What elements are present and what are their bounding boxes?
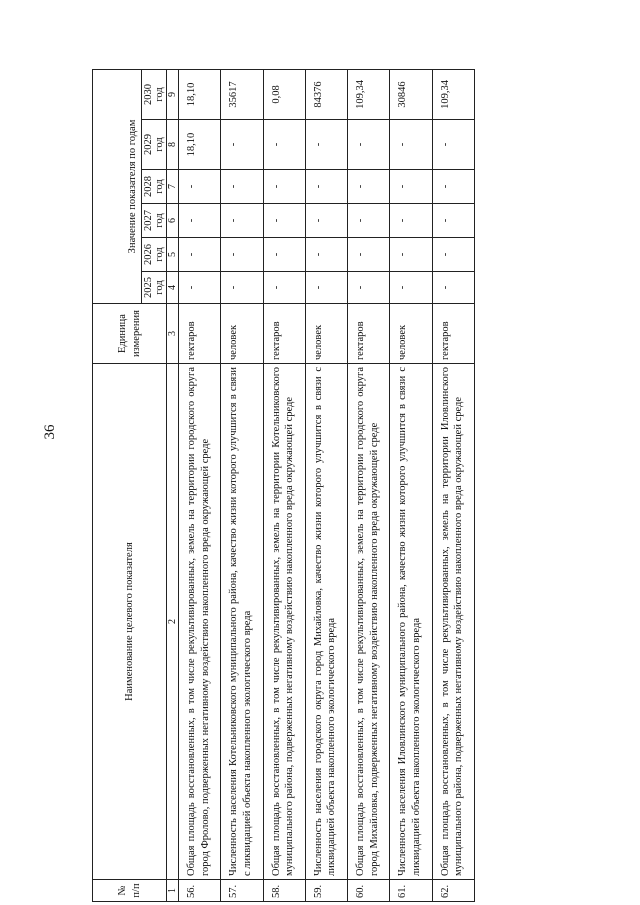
unit-cell: человек [221, 304, 263, 364]
value-2026: - [221, 238, 263, 272]
column-number: 5 [167, 238, 179, 272]
value-2030: 18,10 [179, 69, 221, 119]
column-number: 7 [167, 170, 179, 204]
value-2030: 30846 [390, 69, 432, 119]
value-2025: - [179, 272, 221, 304]
row-number: 59. [305, 880, 347, 902]
row-number: 62. [432, 880, 474, 902]
row-number: 61. [390, 880, 432, 902]
table-row [348, 69, 390, 901]
unit-cell: гектаров [432, 304, 474, 364]
value-2026: - [305, 238, 347, 272]
value-2025: - [390, 272, 432, 304]
header-year-2028: 2028 год [142, 170, 167, 204]
value-2027: - [305, 204, 347, 238]
value-2025: - [348, 272, 390, 304]
indicator-name: Численность населения Иловлинского муниципального района, качество жизни которого улучшится в связи с ликвидацией объекта накопленного экологического вреда [390, 364, 432, 880]
header-year-2026: 2026 год [142, 238, 167, 272]
indicator-name: Численность населения городского округа город Михайловка, качество жизни которого улучшится в связи с ликвидацией объекта накопленного экологического вреда [305, 364, 347, 880]
indicator-name: Общая площадь восстановленных, в том числе рекультивированных, земель на территории городского округа город Фролово, подверженных негативному воздействию накопленного вреда окружающей среде [179, 364, 221, 880]
column-number: 2 [167, 364, 179, 880]
value-2025: - [263, 272, 305, 304]
value-2027: - [390, 204, 432, 238]
indicator-name: Общая площадь восстановленных, в том числе рекультивированных, земель на территории городского округа город Михайловка, подверженных негативному воздействию накопленного вреда окружающей среде [348, 364, 390, 880]
header-num: № п/п [93, 880, 167, 902]
unit-cell: гектаров [179, 304, 221, 364]
header-year-2030: 2030 год [142, 69, 167, 119]
value-2029: - [305, 120, 347, 170]
value-2028: - [348, 170, 390, 204]
value-2029: - [390, 120, 432, 170]
table-row [221, 69, 263, 901]
column-number: 4 [167, 272, 179, 304]
header-unit: Единица измерения [93, 304, 167, 364]
value-2026: - [432, 238, 474, 272]
value-2029: 18,10 [179, 120, 221, 170]
column-numbers-row [167, 69, 179, 901]
value-2029: - [348, 120, 390, 170]
row-number: 60. [348, 880, 390, 902]
indicator-name: Общая площадь восстановленных, в том числе рекультивированных, земель на территории Иловлинского муниципального района, подверженных негативному воздействию накопленного вреда окружающей среде [432, 364, 474, 880]
column-number: 9 [167, 69, 179, 119]
row-number: 56. [179, 880, 221, 902]
value-2030: 109,34 [432, 69, 474, 119]
table-row [263, 69, 305, 901]
header-year-2025: 2025 год [142, 272, 167, 304]
value-2026: - [390, 238, 432, 272]
value-2028: - [432, 170, 474, 204]
rotated-table-wrapper [92, 70, 612, 902]
value-2028: - [263, 170, 305, 204]
value-2027: - [348, 204, 390, 238]
header-year-2029: 2029 год [142, 120, 167, 170]
unit-cell: человек [390, 304, 432, 364]
header-values-group: Значение показателя по годам [93, 69, 142, 303]
value-2027: - [432, 204, 474, 238]
value-2029: - [221, 120, 263, 170]
table-row [305, 69, 347, 901]
indicator-name: Численность населения Котельниковского муниципального района, качество жизни которого улучшится в связи с ликвидацией объекта накопленного экологического вреда [221, 364, 263, 880]
value-2025: - [432, 272, 474, 304]
page-number: 36 [42, 424, 58, 440]
indicators-table [92, 69, 475, 902]
value-2027: - [263, 204, 305, 238]
indicator-name: Общая площадь восстановленных, в том числе рекультивированных, земель на территории Котельниковского муниципального района, подверженных негативному воздействию накопленного вреда окружающей среде [263, 364, 305, 880]
value-2028: - [390, 170, 432, 204]
value-2028: - [179, 170, 221, 204]
value-2027: - [221, 204, 263, 238]
header-year-2027: 2027 год [142, 204, 167, 238]
value-2028: - [221, 170, 263, 204]
value-2030: 84376 [305, 69, 347, 119]
column-number: 3 [167, 304, 179, 364]
row-number: 58. [263, 880, 305, 902]
table-row [179, 69, 221, 901]
value-2026: - [179, 238, 221, 272]
unit-cell: гектаров [348, 304, 390, 364]
row-number: 57. [221, 880, 263, 902]
value-2026: - [348, 238, 390, 272]
value-2027: - [179, 204, 221, 238]
column-number: 1 [167, 880, 179, 902]
value-2030: 35617 [221, 69, 263, 119]
unit-cell: человек [305, 304, 347, 364]
value-2025: - [305, 272, 347, 304]
table-row [432, 69, 474, 901]
header-name: Наименование целевого показателя [93, 364, 167, 880]
value-2026: - [263, 238, 305, 272]
value-2030: 109,34 [348, 69, 390, 119]
value-2029: - [263, 120, 305, 170]
column-number: 8 [167, 120, 179, 170]
column-number: 6 [167, 204, 179, 238]
value-2025: - [221, 272, 263, 304]
value-2029: - [432, 120, 474, 170]
value-2028: - [305, 170, 347, 204]
value-2030: 0,08 [263, 69, 305, 119]
unit-cell: гектаров [263, 304, 305, 364]
table-row [390, 69, 432, 901]
